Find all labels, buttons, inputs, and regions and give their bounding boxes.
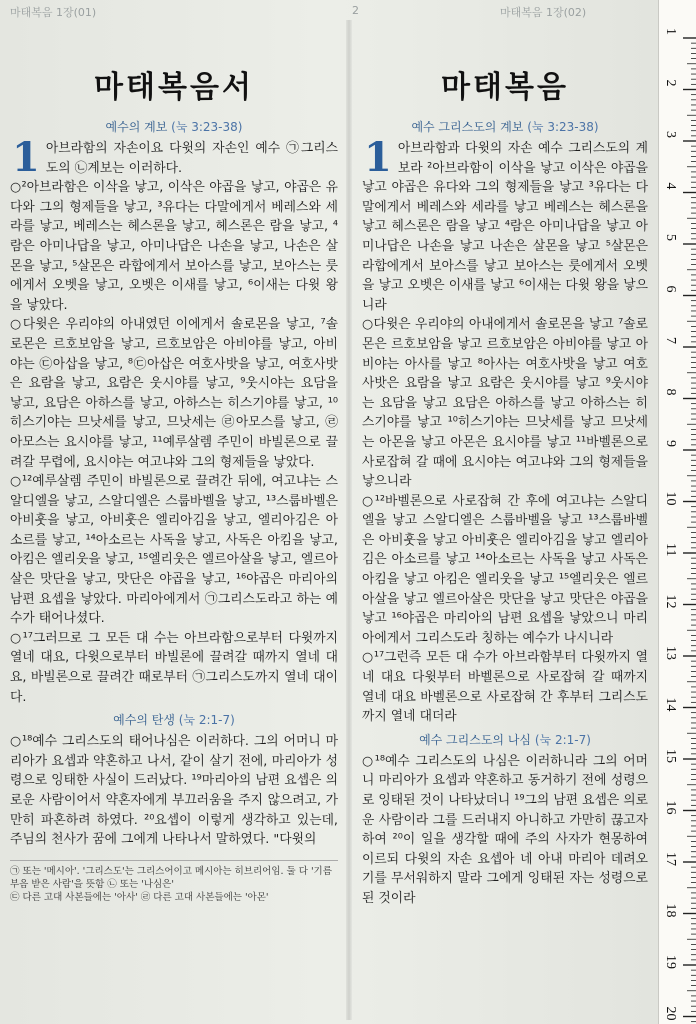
verse-paragraph: 아브라함과 다윗의 자손 예수 그리스도의 계보라 ²아브라함이 이삭을 낳고 이삭은 야곱을 낳고 야곱은 유다와 그의 형제들을 낳고 ³유다는 다말에게서 베레스와 세라를 낳고 베레스는 헤스론을 낳고 헤스론은 람을 낳고 ⁴람은 아미나답을 낳고 아미나답은 나손을 낳고 나손은 살몬을 낳고 ⁵살몬은 라합에게서 보아스를 낳고 보아스는 룻에게서 오벳을 낳고 오벳은 이새를 낳고 ⁶이새는 다윗 왕을 낳으니라 [362, 141, 648, 313]
footnotes [10, 860, 338, 904]
verse-paragraph: ○¹²예루살렘 주민이 바빌론으로 끌려간 뒤에, 여고냐는 스알디엘을 낳고, 스알디엘은 스룹바벨을 낳고, ¹³스룹바벨은 아비훗을 낳고, 아비훗은 엘리아김을 낳고, 엘리아김은 아소르를 낳고, ¹⁴아소르는 사독을 낳고, 사독은 아킴을 낳고, 아킴은 엘리웃을 낳고, ¹⁵엘리웃은 엘르아살을 낳고, 엘르아살은 맛단을 낳고, 맛단은 야곱을 낳고, ¹⁶야곱은 마리아의 남편 요셉을 낳았다. 마리아에게서 ㉠그리스도라고 하는 예수가 태어나셨다. [10, 474, 338, 627]
chapter-block-right [358, 134, 652, 727]
verse-paragraph: ○¹⁸예수 그리스도의 나심은 이러하니라 그의 어머니 마리아가 요셉과 약혼하고 동거하기 전에 성령으로 잉태된 것이 나타났더니 ¹⁹그의 남편 요셉은 의로운 사람이라 그를 드러내지 아니하고 가만히 끊고자 하여 ²⁰이 일을 생각할 때에 주의 사자가 현몽하여 이르되 다윗의 자손 요셉아 네 아내 마리아 데려오기를 무서워하지 말라 그에게 잉태된 자는 성령으로 된 것이라 [362, 753, 648, 906]
chapter-number-right: 1 [364, 134, 392, 181]
ruler-label: 17 [663, 852, 678, 866]
section-reference: (눅 2:1-7) [178, 713, 235, 728]
ruler-label: 8 [663, 388, 678, 396]
verse-paragraph: 아브라함의 자손이요 다윗의 자손인 예수 ㉠그리스도의 ㉡계보는 이러하다. [45, 141, 338, 176]
ruler-label: 4 [663, 182, 678, 190]
section-heading-birth-right [358, 731, 652, 748]
footnote: ㉠ 또는 '메시아'. '그리스도'는 그리스어이고 메시아는 히브리어임. 둘 다 '기름부음 받은 사람'을 뜻함 ㉡ 또는 '나심은' [10, 865, 332, 890]
chapter-block-left [6, 134, 342, 707]
ruler-label: 9 [663, 440, 678, 447]
ruler-label: 10 [663, 491, 678, 506]
chapter-number-left: 1 [12, 134, 40, 181]
ruler-label: 3 [663, 131, 678, 138]
measuring-ruler [658, 0, 696, 1024]
right-column [358, 0, 652, 1024]
ruler-label: 14 [663, 697, 678, 712]
ruler-label: 11 [663, 543, 678, 557]
verse-paragraph: ○¹⁸예수 그리스도의 태어나심은 이러하다. 그의 어머니 마리아가 요셉과 약혼하고 나서, 같이 살기 전에, 마리아가 성령으로 잉태한 사실이 드러났다. ¹⁹마리아의 남편 요셉은 의로운 사람이어서 약혼자에게 부끄러움을 주지 않으려고, 가만히 파혼하려 하였다. ²⁰요셉이 이렇게 생각하고 있는데, 주님의 천사가 꿈에 그에게 나타나서 말하였다. "다윗의 [10, 734, 338, 848]
ruler-ticks [659, 0, 696, 1024]
bleed-through-header-right: 마태복음 1장(02) [500, 6, 587, 19]
verse-paragraph: ○¹⁷그런즉 모든 대 수가 아브라함부터 다윗까지 열네 대요 다윗부터 바벨론으로 사로잡혀 갈 때까지 열네 대요 바벨론으로 사로잡혀 간 후부터 그리스도까지 열네 대더라 [362, 650, 648, 725]
ruler-label: 18 [663, 903, 678, 918]
ruler-label: 16 [663, 800, 678, 815]
section-heading-genealogy-right [358, 118, 652, 135]
ruler-label: 19 [663, 955, 678, 969]
ruler-label: 6 [663, 285, 678, 293]
verse-paragraph: ○다윗은 우리야의 아내였던 이에게서 솔로몬을 낳고, ⁷솔로몬은 르호보암을 낳고, 르호보암은 아비야를 낳고, 아비야는 ㉢아삽을 낳고, ⁸㉢아삽은 여호사밧을 낳고, 여호사밧은 요람을 낳고, 요람은 웃시야를 낳고, ⁹웃시야는 요담을 낳고, 요담은 아하스를 낳고, 아하스는 히스기야를 낳고, ¹⁰히스기야는 므낫세를 낳고, 므낫세는 ㉣아모스를 낳고, ㉣아모스는 요시야를 낳고, ¹¹예루살렘 주민이 바빌론으로 끌려갈 무렵에, 요시야는 여고냐와 그의 형제들을 낳았다. [10, 317, 338, 470]
verse-paragraph: ○다윗은 우리야의 아내에게서 솔로몬을 낳고 ⁷솔로몬은 르호보암을 낳고 르호보암은 아비야를 낳고 아비야는 아사를 낳고 ⁸아사는 여호사밧을 낳고 여호사밧은 요람을 낳고 요람은 웃시야를 낳고 ⁹웃시야는 요담을 낳고 요담은 아하스를 낳고 아하스는 히스기야를 낳고 ¹⁰히스기야는 므낫세를 낳고 므낫세는 아몬을 낳고 아몬은 요시야를 낳고 ¹¹바벨론으로 사로잡혀 갈 때에 요시야는 여고냐와 그의 형제들을 낳으니라 [362, 317, 648, 490]
ruler-label: 7 [663, 337, 678, 344]
bleed-through-header-left: 마태복음 1장(01) [10, 6, 97, 19]
verse-paragraph: ○¹⁷그러므로 그 모든 대 수는 아브라함으로부터 다윗까지 열네 대요, 다윗으로부터 바빌론에 끌려갈 때까지 열네 대요, 바빌론으로 끌려간 때로부터 ㉠그리스도까지 열네 대이다. [10, 630, 338, 705]
ruler-label: 12 [663, 594, 678, 609]
book-title-left: 마태복음서 [94, 70, 254, 105]
section-title: 예수 그리스도의 계보 [411, 120, 524, 134]
section-heading-genealogy-left [6, 118, 342, 135]
page-gutter [346, 20, 352, 1020]
verse-paragraph: ○¹²바벨론으로 사로잡혀 간 후에 여고냐는 스알디엘을 낳고 스알디엘은 스룹바벨을 낳고 ¹³스룹바벨은 아비훗을 낳고 아비훗은 엘리아김을 낳고 엘리아김은 아소르를 낳고 ¹⁴아소르는 사독을 낳고 사독은 아킴을 낳고 아킴은 엘리웃을 낳고 ¹⁵엘리웃은 엘르아살을 낳고 엘르아살은 맛단을 낳고 맛단은 야곱을 낳고 ¹⁶야곱은 마리아의 남편 요셉을 낳았으니 마리아에게서 그리스도라 칭하는 예수가 나시니라 [362, 493, 648, 646]
book-title-right: 마태복음 [441, 70, 569, 105]
bleed-through-page-number: 2 [352, 4, 359, 17]
ruler-label: 15 [663, 749, 678, 763]
ruler-label: 1 [663, 28, 678, 35]
section-title: 예수 그리스도의 나심 [419, 732, 532, 747]
ruler-label: 5 [663, 234, 678, 241]
ruler-label: 2 [663, 79, 678, 87]
section-title: 예수의 계보 [105, 120, 168, 134]
section-reference: (눅 2:1-7) [534, 732, 591, 747]
ruler-label: 20 [663, 1006, 678, 1021]
ruler-label: 13 [663, 646, 678, 660]
section-title: 예수의 탄생 [113, 713, 175, 728]
left-column [6, 0, 342, 1024]
section-reference: (눅 3:23-38) [171, 120, 243, 134]
section-heading-birth-left [6, 711, 342, 728]
footnote: ㉢ 다른 고대 사본들에는 '아사' ㉣ 다른 고대 사본들에는 '아몬' [10, 891, 269, 903]
section-reference: (눅 3:23-38) [527, 120, 599, 134]
verse-paragraph: ○²아브라함은 이삭을 낳고, 이삭은 야곱을 낳고, 야곱은 유다와 그의 형제들을 낳고, ³유다는 다말에게서 베레스와 세라를 낳고, 베레스는 헤스론을 낳고, 헤스론은 람을 낳고, ⁴람은 아미나답을 낳고, 아미나답은 나손을 낳고, 나손은 살몬을 낳고, ⁵살몬은 라합에게서 보아스를 낳고, 보아스는 룻에게서 오벳을 낳고, 오벳은 이새를 낳고, ⁶이새는 다윗 왕을 낳았다. [10, 180, 338, 313]
